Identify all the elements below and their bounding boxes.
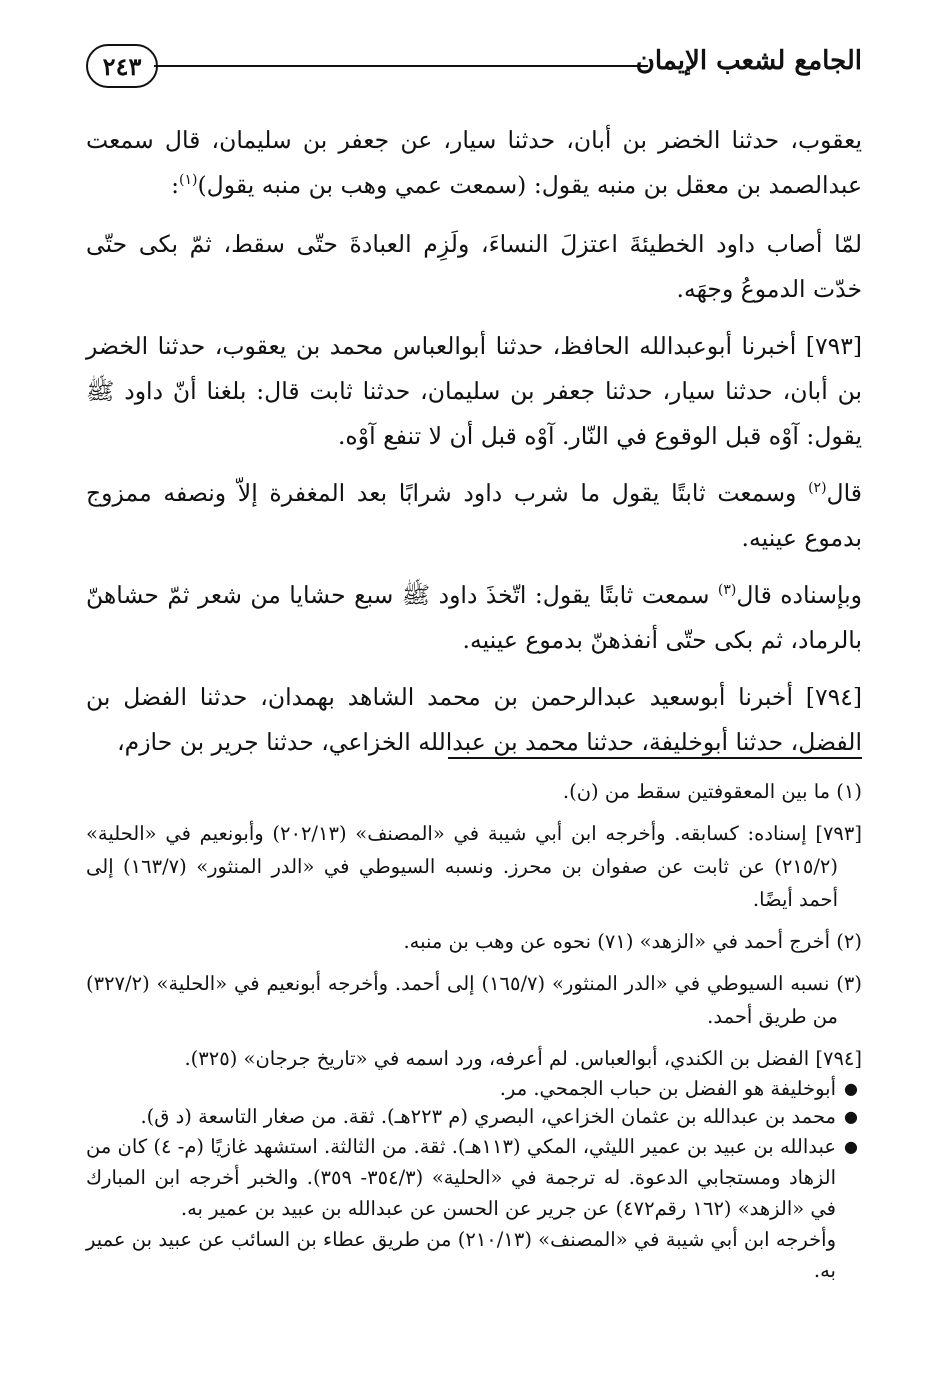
footnote: (٢) أخرج أحمد في «الزهد» (٧١) نحوه عن وهب بن منبه. [403, 930, 862, 953]
footnote-ref: (٢) [808, 480, 827, 497]
bullet-icon: ● [844, 1137, 858, 1156]
paragraph-text: قال [826, 479, 862, 507]
bullet-icon: ● [844, 1079, 858, 1098]
paragraph: لمّا أصاب داود الخطيئةَ اعتزلَ النساءَ، ولَزِم العبادةَ حتّى سقط، ثمّ بكى حتّى خدّت الدموعُ وجهَه. [86, 230, 862, 303]
footnote-ref: (٣) [717, 582, 737, 599]
footnote: (١) ما بين المعقوفتين سقط من (ن). [562, 780, 862, 803]
paragraph-text: وسمعت ثابتًا يقول ما شرب داود شرابًا بعد المغفرة إلاّ ونصفه ممزوج بدموع عينيه. [86, 479, 862, 552]
footnote-ref: (١) [179, 172, 198, 189]
header-rule [154, 65, 648, 67]
paragraph [86, 573, 862, 663]
footnote-separator [448, 757, 862, 759]
footnote: وأخرجه ابن أبي شيبة في «المصنف» (٢١٠/١٣) من طريق عطاء بن السائب عن عبيد بن عمير به. [86, 1228, 836, 1282]
footnote: [٧٩٤] الفضل بن الكندي، أبوالعباس. لم أعرفه، ورد اسمه في «تاريخ جرجان» (٣٢٥). [184, 1047, 862, 1070]
list-item-text: عبدالله بن عبيد بن عمير الليثي، المكي (١١٣هـ). ثقة. من الثالثة. استشهد غازيًا (م- ٤) كان من الزهاد ومستجابي الدعوة. له ترجمة في «الحلية» (٣٥٤/٣- ٣٥٩). والخبر أخرجه ابن المبارك في «الزهد» (١٦٢ رقم٤٧٢) عن جرير عن الحسن عن عبدالله بن عبيد بن عمير به. [86, 1135, 836, 1220]
paragraph-text: : [171, 171, 180, 199]
footnote: [٧٩٣] إسناده: كسابقه. وأخرجه ابن أبي شيبة في «المصنف» (٢٠٢/١٣) وأبونعيم في «الحلية» (٢١٥/٢) عن ثابت عن صفوان بن محرز. ونسبه السيوطي في «الدر المنثور» (١٦٣/٧) إلى أحمد أيضًا. [86, 822, 862, 911]
bullet-icon: ● [844, 1107, 858, 1126]
footnotes [86, 775, 862, 1292]
list-item [86, 1131, 862, 1224]
paragraph [86, 471, 862, 561]
paragraph [86, 118, 862, 208]
main-text [86, 118, 862, 777]
list-item [86, 1103, 862, 1131]
footnote-bullets [86, 1075, 862, 1224]
book-title: الجامع لشعب الإيمان [635, 46, 862, 76]
page-number: ٢٤٣ [86, 44, 158, 88]
list-item-text: أبوخليفة هو الفضل بن حباب الجمحي. مر. [499, 1077, 836, 1100]
page-header [86, 38, 862, 98]
paragraph: [٧٩٤] أخبرنا أبوسعيد عبدالرحمن بن محمد الشاهد بهمدان، حدثنا الفضل بن الفضل، حدثنا أبوخليفة، حدثنا محمد بن عبدالله الخزاعي، حدثنا جرير بن حازم، [86, 683, 862, 756]
paragraph-text: يعقوب، حدثنا الخضر بن أبان، حدثنا سيار، عن جعفر بن سليمان، قال سمعت عبدالصمد بن معقل بن منبه يقول: (سمعت عمي وهب بن منبه يقول) [86, 126, 862, 199]
list-item [86, 1075, 862, 1103]
paragraph-text: سمعت ثابتًا يقول: اتّخذَ داود ﷺ سبع حشايا من شعر ثمّ حشاهنّ بالرماد، ثم بكى حتّى أنفذهنّ بدموع عينيه. [86, 581, 862, 654]
footnote: (٣) نسبه السيوطي في «الدر المنثور» (١٦٥/٧) إلى أحمد. وأخرجه أبونعيم في «الحلية» (٣٢٧/٢) من طريق أحمد. [86, 972, 862, 1028]
list-item-text: محمد بن عبدالله بن عثمان الخزاعي، البصري (م ٢٢٣هـ). ثقة. من صغار التاسعة (د ق). [140, 1105, 836, 1128]
paragraph-text: وبإسناده قال [736, 581, 862, 609]
paragraph: [٧٩٣] أخبرنا أبوعبدالله الحافظ، حدثنا أبوالعباس محمد بن يعقوب، حدثنا الخضر بن أبان، حدثنا سيار، حدثنا جعفر بن سليمان، حدثنا ثابت قال: بلغنا أنّ داود ﷺ يقول: آوْه قبل الوقوع في النّار. آوْه قبل أن لا تنفع آوْه. [86, 332, 862, 450]
